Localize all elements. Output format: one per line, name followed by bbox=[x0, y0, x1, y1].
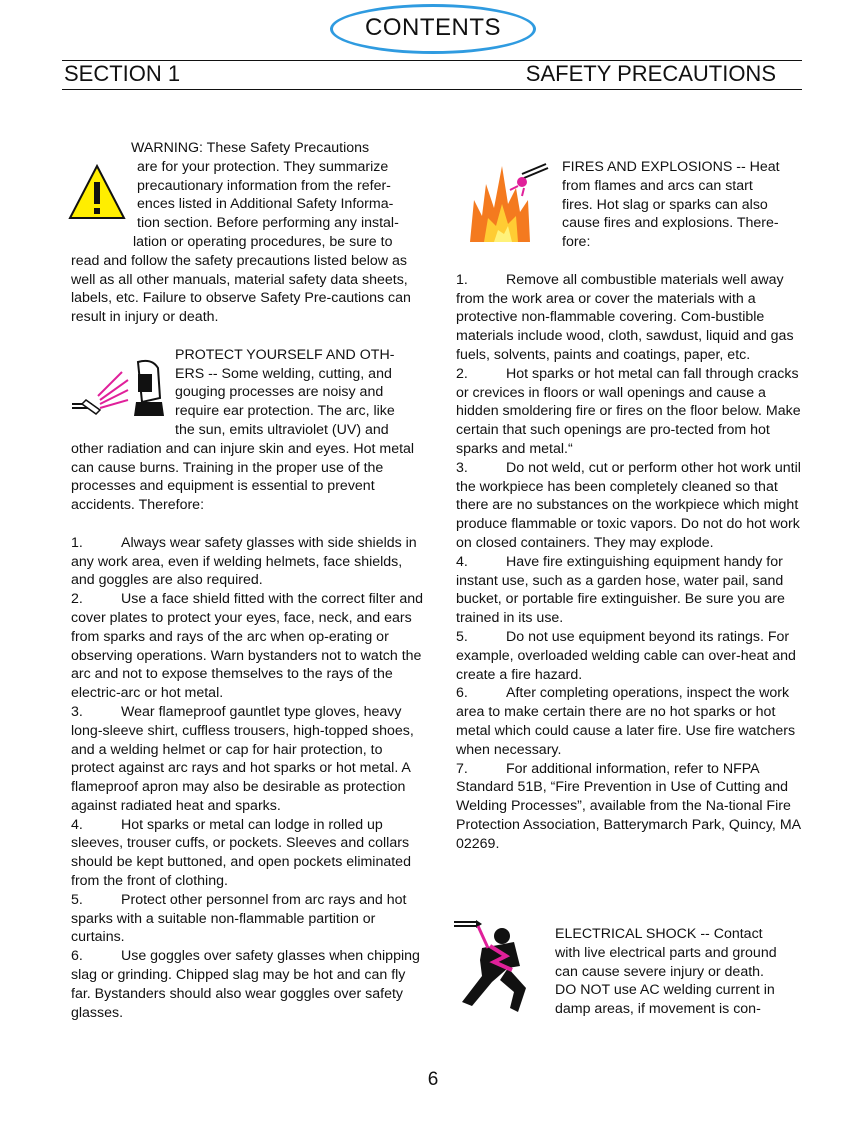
list-item: 2. Hot sparks or hot metal can fall through cracks or crevices in floors or wall openings and cause a hidden smoldering fire or fires on the floor below. Make certain that such openings are pro-tected from hot sparks and metal.“ bbox=[456, 365, 801, 457]
electrical-line: can cause severe injury or death. bbox=[555, 963, 764, 980]
list-item: 3. Wear flameproof gauntlet type gloves, heavy long-sleeve shirt, cuffless trousers, high-topped shoes, and a welding helmet or cap for hair protection, to protect against arc rays and hot sparks or hot metal. A flameproof apron may also be desirable as protection against radiated heat and sparks. bbox=[71, 703, 414, 814]
fires-line: fore: bbox=[562, 234, 591, 251]
electrical-line: ELECTRICAL SHOCK -- Contact bbox=[555, 926, 763, 942]
page-number: 6 bbox=[427, 1069, 439, 1090]
electrical-line: with live electrical parts and ground bbox=[555, 944, 777, 961]
warning-line: WARNING: These Safety Precautions bbox=[131, 140, 370, 156]
protect-line: require ear protection. The arc, like bbox=[175, 403, 395, 420]
list-item: 7. For additional information, refer to NFPA Standard 51B, “Fire Prevention in Use of Cutting and Welding Processes”, available from the Na-tional Fire Protection Association, Batterymarch Park, Quincy, MA 02269. bbox=[456, 760, 801, 852]
list-item: 1. Remove all combustible materials well away from the work area or cover the materials with a protective non-flammable covering. Com-bustible materials include wood, cloth, sawdust, liquid and gas fuels, solvents, paints and coatings, paper, etc. bbox=[456, 271, 794, 363]
section-title: SAFETY PRECAUTIONS bbox=[525, 61, 776, 86]
protect-line: PROTECT YOURSELF AND OTH- bbox=[175, 346, 395, 363]
list-item: 6. Use goggles over safety glasses when chipping slag or grinding. Chipped slag may be hot and can fly far. Bystanders should also wear goggles over safety glasses. bbox=[71, 948, 420, 1021]
electrical-section bbox=[555, 925, 815, 1019]
list-item: 4. Have fire extinguishing equipment handy for instant use, such as a garden hose, water pail, sand bucket, or portable fire extinguisher. Be sure you are trained in its use. bbox=[456, 553, 785, 627]
list-item: 5. Protect other personnel from arc rays and hot sparks with a suitable non-flammable partition or curtains. bbox=[71, 891, 407, 946]
warning-line: are for your protection. They summarize bbox=[137, 158, 389, 175]
section-label: SECTION 1 bbox=[64, 61, 181, 86]
warning-line: lation or operating procedures, be sure to bbox=[133, 233, 393, 250]
list-item: 1. Always wear safety glasses with side shields in any work area, even if welding helmets, face shields, and goggles are also required. bbox=[71, 534, 417, 589]
header-rule-bottom bbox=[62, 89, 802, 90]
list-item: 2. Use a face shield fitted with the correct filter and cover plates to protect your eyes, face, neck, and ears from sparks and rays of the arc when op-erating or observing operations. Warn bystanders not to watch the arc and not to expose themselves to the rays of the electric-arc or hot metal. bbox=[71, 591, 424, 702]
fires-line: from flames and arcs can start bbox=[562, 177, 753, 194]
warning-line: ences listed in Additional Safety Informa- bbox=[137, 196, 394, 213]
electrical-shock-icon bbox=[452, 916, 546, 1014]
list-item: 6. After completing operations, inspect the work area to make certain there are no hot sparks or hot metal which could cause a later fire. Use fire watchers when necessary. bbox=[456, 685, 796, 758]
protect-line: gouging processes are noisy and bbox=[175, 384, 384, 401]
fires-line: fires. Hot slag or sparks can also bbox=[562, 196, 768, 213]
protect-line: the sun, emits ultraviolet (UV) and bbox=[175, 421, 389, 438]
protect-line: ERS -- Some welding, cutting, and bbox=[175, 365, 392, 382]
list-item: 3. Do not weld, cut or perform other hot work until the workpiece has been completely cleaned so that there are no substances on the workpiece which might produce flammable or toxic vapors. Do not do hot work on closed containers. They may explode. bbox=[456, 459, 801, 551]
left-column bbox=[71, 139, 425, 1022]
list-item: 4. Hot sparks or metal can lodge in rolled up sleeves, trouser cuffs, or pockets. Sleeves and collars should be kept buttoned, and open pockets eliminated from the front of clothing. bbox=[71, 816, 411, 890]
contents-link[interactable]: CONTENTS bbox=[365, 14, 501, 41]
fires-line: FIRES AND EXPLOSIONS -- Heat bbox=[562, 159, 780, 175]
electrical-line: damp areas, if movement is con- bbox=[555, 1001, 761, 1018]
right-column bbox=[456, 158, 812, 853]
list-item: 5. Do not use equipment beyond its ratings. For example, overloaded welding cable can over-heat and create a fire hazard. bbox=[456, 628, 796, 683]
warning-continuation: read and follow the safety precautions listed below as well as all other manuals, material safety data sheets, labels, etc. Failure to observe Safety Pre-cautions can result in injury or death. bbox=[71, 252, 411, 326]
electrical-line: DO NOT use AC welding current in bbox=[555, 982, 775, 999]
warning-line: tion section. Before performing any instal- bbox=[137, 215, 399, 232]
warning-line: precautionary information from the refer- bbox=[137, 177, 391, 194]
protect-continuation: other radiation and can injure skin and eyes. Hot metal can cause burns. Training in the proper use of the processes and equipment is essential to prevent accidents. Therefore: bbox=[71, 440, 415, 514]
fires-line: cause fires and explosions. There- bbox=[562, 215, 779, 232]
